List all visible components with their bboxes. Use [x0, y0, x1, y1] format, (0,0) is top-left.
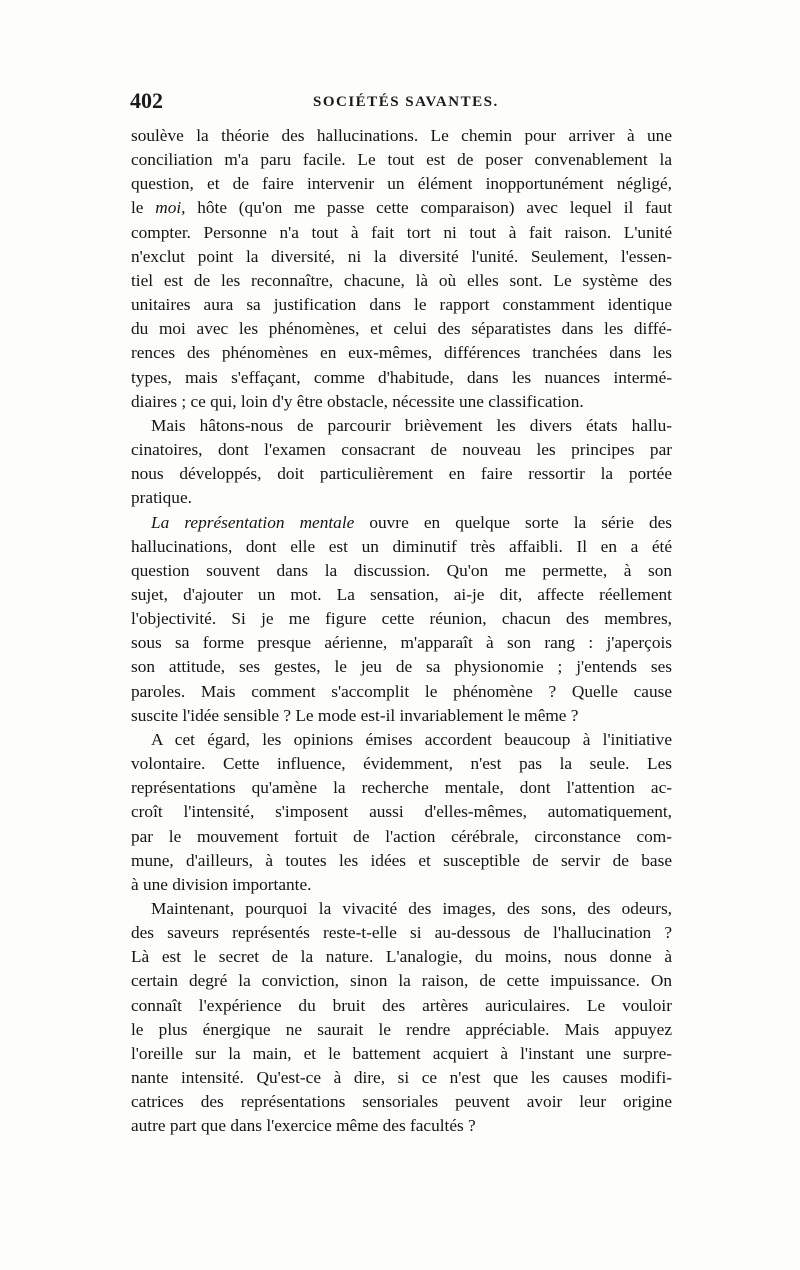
body-text [131, 124, 672, 1139]
text-line: sujet, d'ajouter un mot. La sensation, ai-je dit, affecte réellement [131, 584, 672, 604]
page-number: 402 [130, 88, 163, 113]
text-line: du moi avec les phénomènes, et celui des séparatistes dans les diffé- [131, 319, 672, 339]
text-line: nous développés, doit particulièrement en faire ressortir la portée [131, 464, 672, 484]
text-line: conciliation m'a paru facile. Le tout est de poser convenablement la [131, 150, 672, 170]
text-line: son attitude, ses gestes, le jeu de sa physionomie ; j'entends ses [131, 657, 672, 677]
text-line: à une division importante. [131, 874, 312, 894]
text-line: rences des phénomènes en eux-mêmes, différences tranchées dans les [131, 343, 672, 363]
text-line: des saveurs représentés reste-t-elle si au-dessous de l'hallucination ? [131, 923, 672, 943]
text-line: autre part que dans l'exercice même des facultés ? [131, 1116, 476, 1136]
running-head [130, 88, 675, 118]
text-line: cinatoires, dont l'examen consacrant de nouveau les principes par [131, 440, 672, 460]
text-line: nante intensité. Qu'est-ce à dire, si ce n'est que les causes modifi- [131, 1068, 672, 1088]
running-title: SOCIÉTÉS SAVANTES. [313, 94, 499, 110]
text-line: diaires ; ce qui, loin d'y être obstacle, nécessite une classification. [131, 391, 584, 411]
text-line: hallucinations, dont elle est un diminutif très affaibli. Il en a été [131, 536, 672, 556]
text-line: unitaires aura sa justification dans le rapport constamment identique [131, 295, 672, 315]
text-line: connaît l'expérience du bruit des artères auriculaires. Le vouloir [131, 995, 672, 1015]
paragraph [131, 414, 672, 511]
text-line: par le mouvement fortuit de l'action cérébrale, circonstance com- [131, 826, 672, 846]
text-line: volontaire. Cette influence, évidemment, n'est pas la seule. Les [131, 754, 672, 774]
text-line: question souvent dans la discussion. Qu'on me permette, à son [131, 560, 672, 580]
text-line: l'objectivité. Si je me figure cette réunion, chacun des membres, [131, 609, 672, 629]
text-line: A cet égard, les opinions émises accordent beaucoup à l'initiative [151, 729, 672, 749]
text-line: question, et de faire intervenir un élément inopportunément négligé, [131, 174, 672, 194]
text-line: mune, d'ailleurs, à toutes les idées et susceptible de servir de base [131, 850, 672, 870]
text-line: compter. Personne n'a tout à fait tort ni tout à fait raison. L'unité [131, 222, 672, 242]
paragraph [131, 897, 672, 1139]
paragraph [131, 124, 672, 414]
paragraph [131, 511, 672, 728]
text-line: n'exclut point la diversité, ni la diversité l'unité. Seulement, l'essen- [131, 246, 672, 266]
text-line: croît l'intensité, s'imposent aussi d'elles-mêmes, automatiquement, [131, 802, 672, 822]
text-line: Maintenant, pourquoi la vivacité des images, des sons, des odeurs, [151, 899, 672, 918]
text-line: pratique. [131, 488, 192, 508]
text-line: La représentation mentale ouvre en quelque sorte la série des [151, 512, 672, 532]
text-line: soulève la théorie des hallucinations. Le chemin pour arriver à une [131, 126, 672, 145]
text-line: Mais hâtons-nous de parcourir brièvement les divers états hallu- [151, 415, 672, 435]
text-line: Là est le secret de la nature. L'analogie, du moins, nous donne à [131, 947, 672, 967]
text-line: paroles. Mais comment s'accomplit le phénomène ? Quelle cause [131, 681, 672, 701]
paragraph [131, 728, 672, 897]
text-line: l'oreille sur la main, et le battement acquiert à l'instant une surpre- [131, 1043, 672, 1063]
text-line: le plus énergique ne saurait le rendre appréciable. Mais appuyez [131, 1019, 672, 1039]
text-line: le moi, hôte (qu'on me passe cette comparaison) avec lequel il faut [131, 198, 672, 218]
text-line: représentations qu'amène la recherche mentale, dont l'attention ac- [131, 778, 672, 798]
text-line: types, mais s'effaçant, comme d'habitude, dans les nuances intermé- [131, 367, 672, 387]
text-line: tiel est de les reconnaître, chacune, là où elles sont. Le système des [131, 270, 672, 290]
text-line: certain degré la conviction, sinon la raison, de cette impuissance. On [131, 971, 672, 991]
text-line: sous sa forme presque aérienne, m'apparaît à son rang : j'aperçois [131, 633, 672, 653]
text-line: catrices des représentations sensoriales peuvent avoir leur origine [131, 1092, 672, 1112]
text-line: suscite l'idée sensible ? Le mode est-il invariablement le même ? [131, 705, 579, 725]
